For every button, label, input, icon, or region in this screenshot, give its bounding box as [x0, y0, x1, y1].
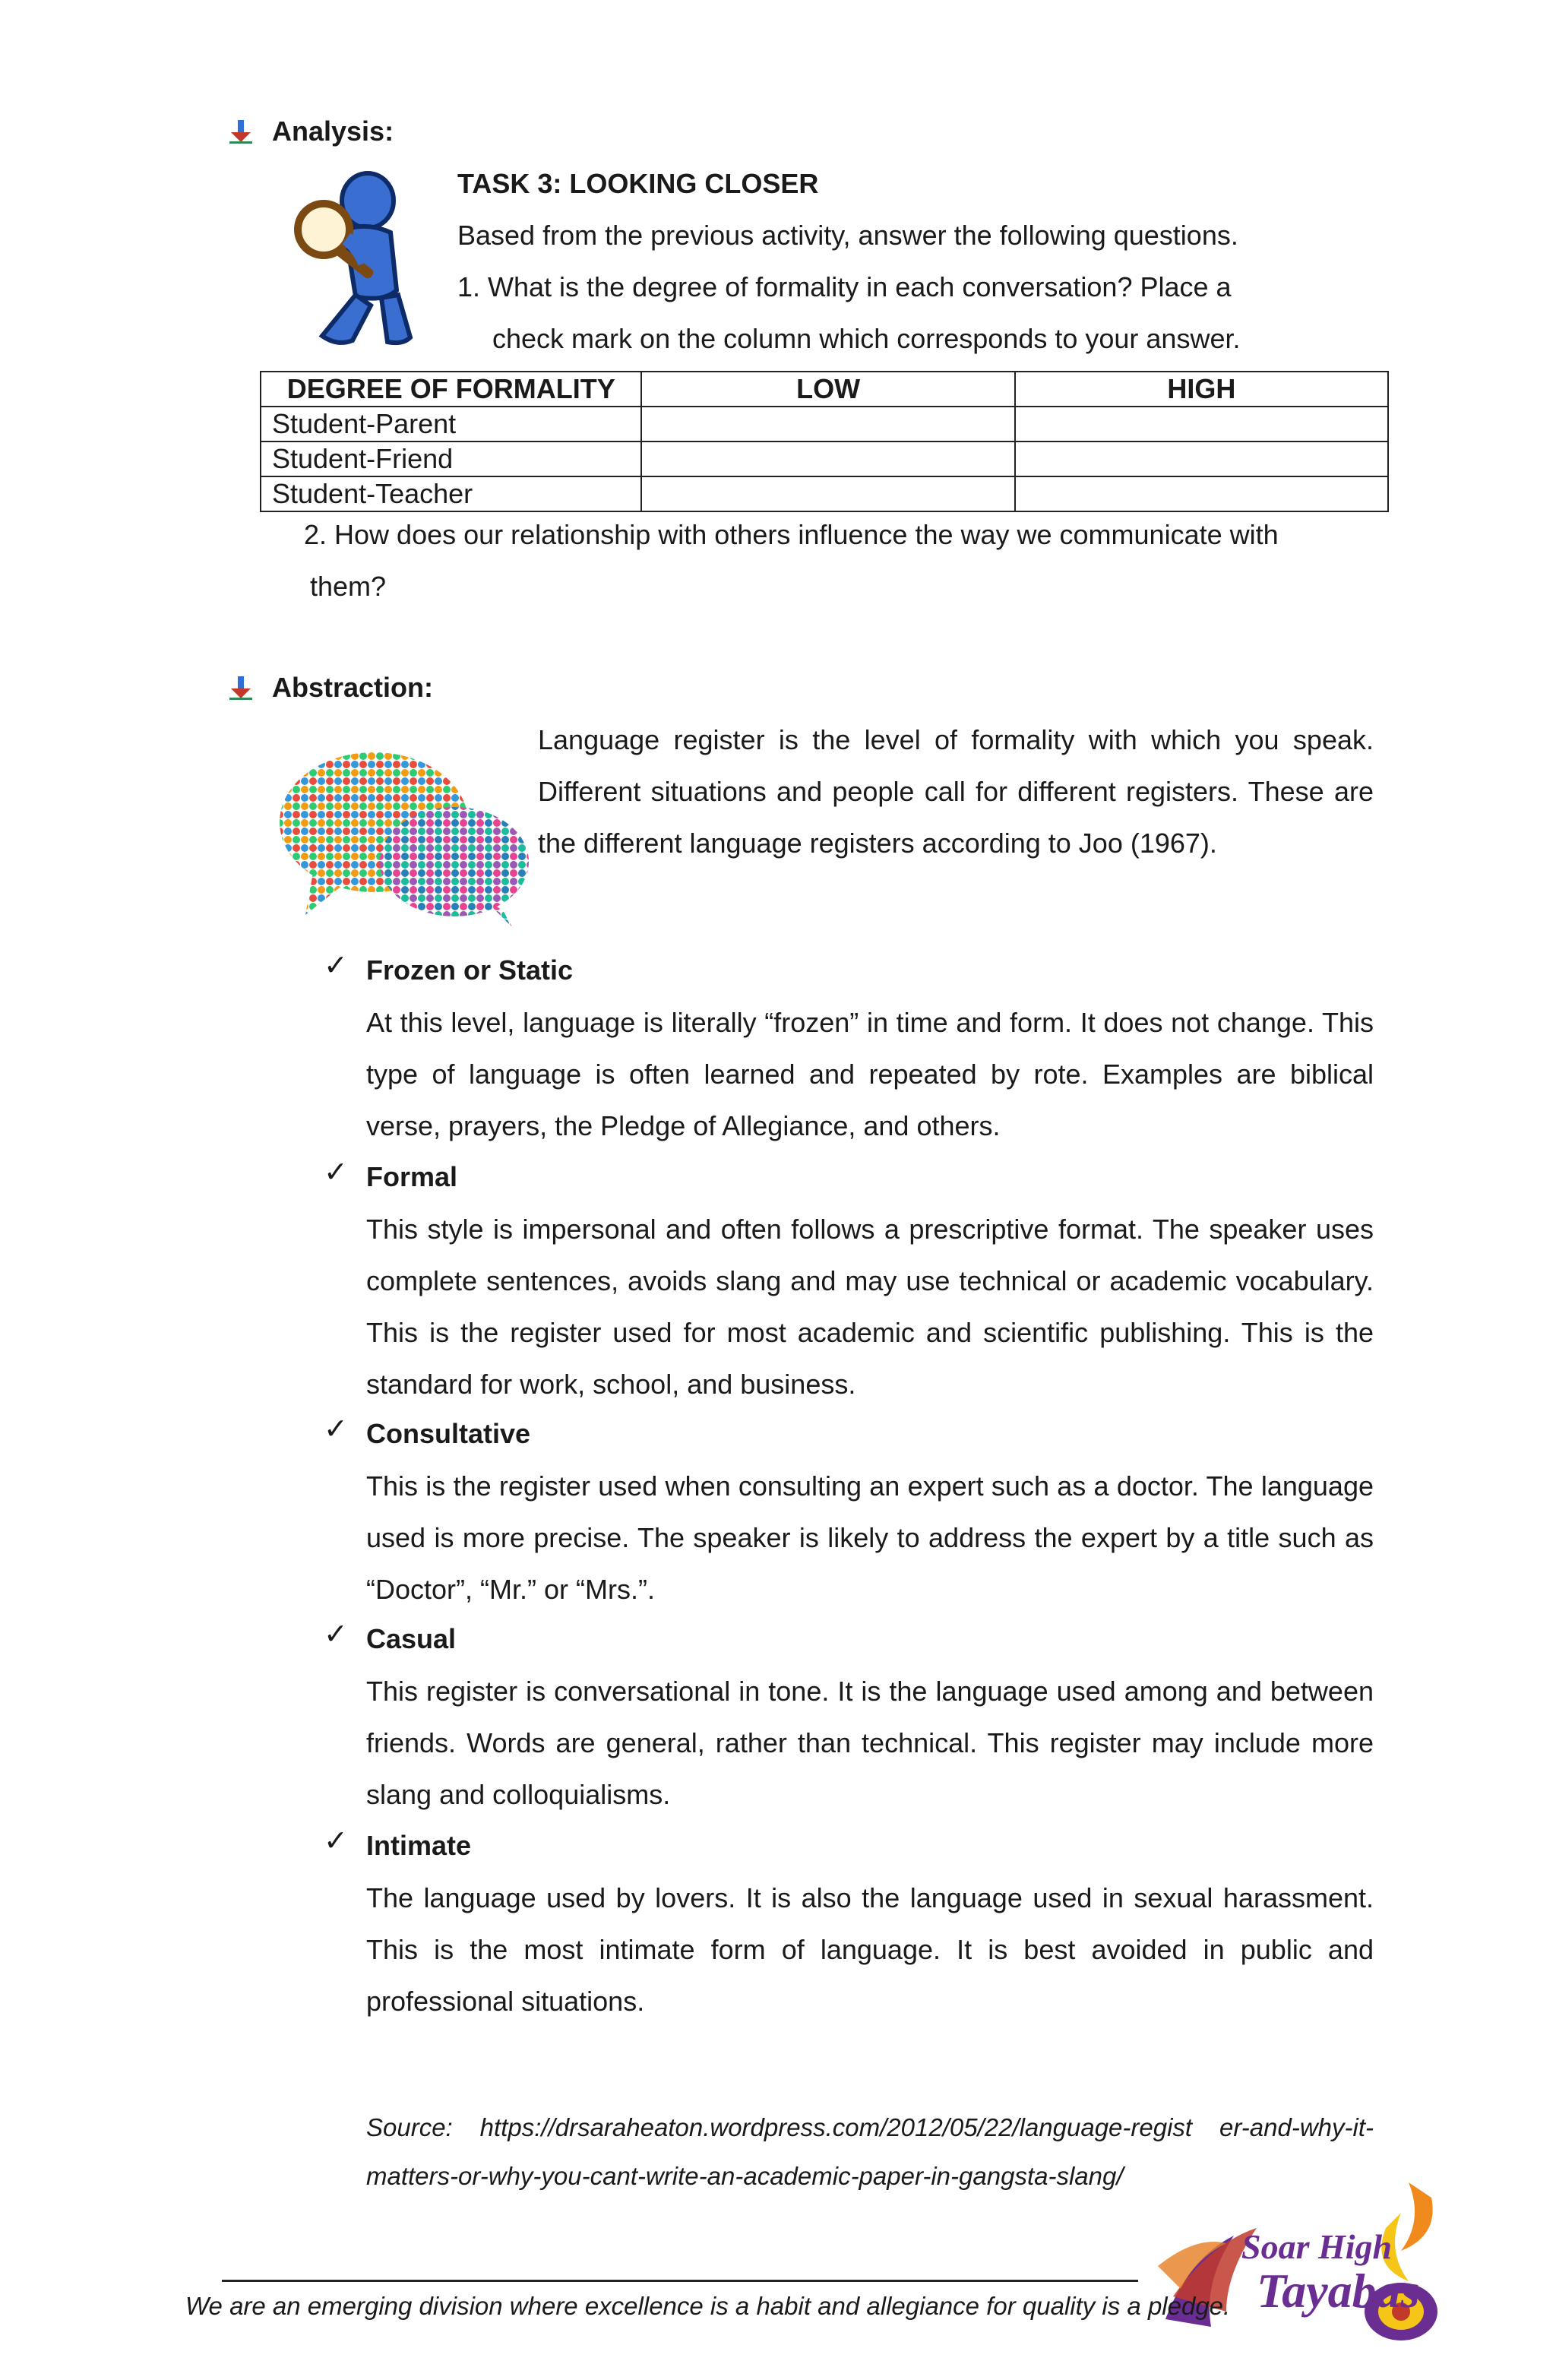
register-title-intimate: Intimate [366, 1830, 472, 1861]
register-body-frozen: At this level, language is literally “frozen” in time and form. It does not change. This type of language is often learned and repeated by rote. Examples are biblical verse, prayers, the Pledge of Allegiance, and others. [366, 1007, 1374, 1141]
table-row [261, 476, 1388, 511]
row-label: Student-Teacher [261, 476, 641, 511]
register-body-intimate: The language used by lovers. It is also the language used in sexual harassment. This is the most intimate form of language. It is best avoided in public and professional situations. [366, 1882, 1374, 2017]
register-title-frozen: Frozen or Static [366, 954, 574, 986]
task-title: TASK 3: LOOKING CLOSER [457, 168, 819, 199]
speech-bubbles-people-icon [275, 743, 533, 929]
checkmark-icon: ✓ [324, 1825, 348, 1857]
low-check-cell[interactable] [641, 476, 1014, 511]
question-2-line-1: 2. How does our relationship with others influence the way we communicate with [304, 519, 1279, 550]
abstraction-label: Abstraction: [272, 672, 434, 703]
high-check-cell[interactable] [1015, 407, 1388, 442]
detective-magnifier-icon [292, 169, 413, 353]
logo-line-1: Soar High [1241, 2227, 1393, 2266]
register-title-consultative: Consultative [366, 1418, 531, 1449]
logo-line-2: Tayabas [1257, 2264, 1420, 2318]
formality-table [260, 371, 1389, 512]
down-arrow-bullet-icon [228, 675, 254, 701]
low-check-cell[interactable] [641, 442, 1014, 476]
abstraction-intro: Language register is the level of formality with which you speak. Different situations and people call for different registers. These are the different language registers according to Joo (1967). [538, 724, 1374, 859]
task-intro: Based from the previous activity, answer the following questions. [457, 220, 1238, 251]
table-header-row [261, 372, 1388, 407]
question-2-line-2: them? [310, 571, 387, 602]
source-citation: Source: https://drsaraheaton.wordpress.com/2012/05/22/language-regist er-and-why-it-matters-or-why-you-cant-write-an-academic-paper-in-gangsta-slang/ [366, 2113, 1374, 2190]
footer-rule [222, 2280, 1138, 2282]
question-1-line-1: 1. What is the degree of formality in each conversation? Place a [457, 271, 1232, 302]
row-label: Student-Friend [261, 442, 641, 476]
analysis-label: Analysis: [272, 116, 394, 147]
question-1-line-2: check mark on the column which corresponds to your answer. [492, 323, 1241, 354]
soar-high-tayabas-logo [1143, 2167, 1462, 2350]
high-check-cell[interactable] [1015, 442, 1388, 476]
table-row [261, 442, 1388, 476]
checkmark-icon: ✓ [324, 1413, 348, 1445]
register-body-casual: This register is conversational in tone. It is the language used among and between friends. Words are general, rather than technical. This register may include more slang and colloquialisms. [366, 1676, 1374, 1810]
checkmark-icon: ✓ [324, 1157, 348, 1188]
checkmark-icon: ✓ [324, 1619, 348, 1650]
high-check-cell[interactable] [1015, 476, 1388, 511]
register-body-consultative: This is the register used when consulting an expert such as a doctor. The language used is more precise. The speaker is likely to address the expert by a title such as “Doctor”, “Mr.” or “Mrs.”. [366, 1470, 1374, 1605]
header-degree: DEGREE OF FORMALITY [261, 372, 641, 407]
table-row [261, 407, 1388, 442]
down-arrow-bullet-icon [228, 119, 254, 144]
header-low: LOW [641, 372, 1014, 407]
abstraction-heading [228, 672, 433, 704]
checkmark-icon: ✓ [324, 950, 348, 982]
analysis-heading [228, 116, 394, 147]
register-title-casual: Casual [366, 1623, 457, 1654]
row-label: Student-Parent [261, 407, 641, 442]
register-title-formal: Formal [366, 1161, 458, 1192]
footer-motto: We are an emerging division where excellence is a habit and allegiance for quality is a pledge. [185, 2292, 1231, 2320]
low-check-cell[interactable] [641, 407, 1014, 442]
header-high: HIGH [1015, 372, 1388, 407]
register-body-formal: This style is impersonal and often follows a prescriptive format. The speaker uses complete sentences, avoids slang and may use technical or academic vocabulary. This is the register used for most academic and scientific publishing. This is the standard for work, school, and business. [366, 1214, 1374, 1400]
